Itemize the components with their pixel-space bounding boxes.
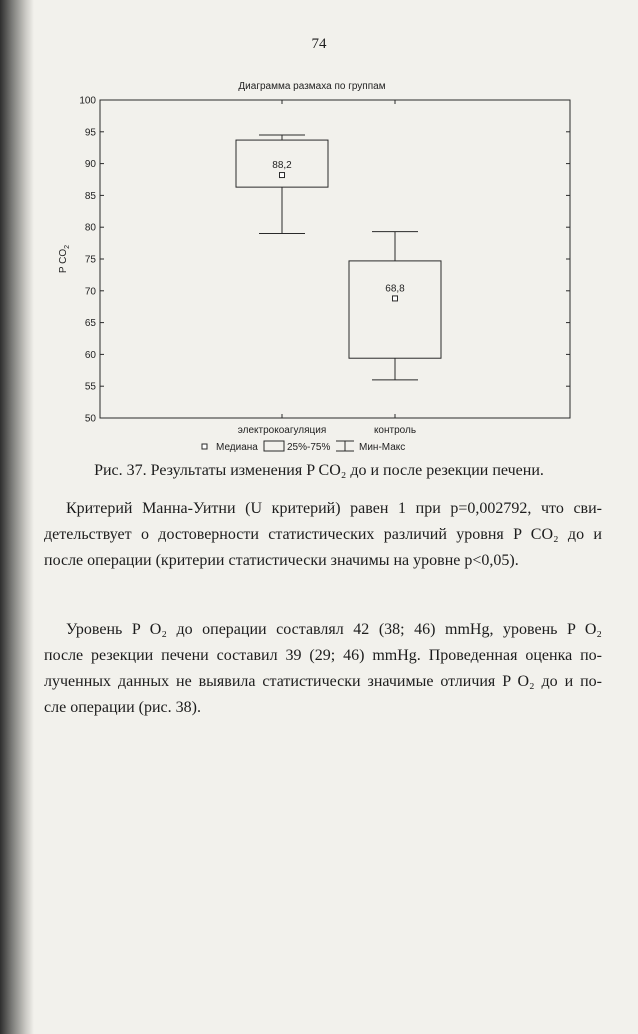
paragraph-line: Уровень P O₂ до операции составлял 42 (38; 46) mmHg, уровень P O₂ — [66, 621, 602, 638]
box-plot-figure — [40, 76, 600, 461]
page-number: 74 — [311, 36, 327, 52]
y-tick-label: 95 — [84, 127, 96, 139]
median-marker — [280, 173, 285, 178]
legend — [202, 441, 405, 453]
y-tick-label: 80 — [84, 222, 96, 234]
y-axis-label — [58, 245, 71, 273]
figure-caption: Рис. 37. Результаты изменения P CO₂ до и после резекции печени. — [94, 462, 544, 479]
y-axis-ticks — [79, 96, 570, 425]
y-tick-label: 60 — [84, 349, 96, 361]
paragraph-line: после операции (критерии статистически значимы на уровне p<0,05). — [44, 552, 519, 569]
y-tick-label: 65 — [84, 318, 96, 330]
boxes-group — [236, 135, 441, 380]
legend-median-marker — [202, 444, 207, 449]
paragraph-line: после резекции печени составил 39 (29; 46) mmHg. Проведенная оценка по- — [44, 647, 602, 664]
x-tick-label: контроль — [373, 425, 417, 436]
chart-title: Диаграмма размаха по группам — [238, 81, 386, 92]
median-marker — [393, 296, 398, 301]
y-tick-label: 75 — [84, 254, 96, 266]
paragraph-line: сле операции (рис. 38). — [44, 699, 201, 716]
plot-frame — [100, 100, 570, 418]
binding-shadow — [0, 0, 34, 1034]
legend-box-marker — [264, 441, 284, 451]
box-control — [349, 232, 441, 380]
paragraph-po2-level — [44, 617, 602, 721]
box-electrocoagulation — [236, 135, 328, 234]
paragraph-mann-whitney — [44, 496, 602, 574]
y-axis-label-subscript: 2 — [64, 244, 71, 249]
y-tick-label: 55 — [84, 381, 96, 393]
plot-area-border — [100, 100, 570, 418]
y-axis-label-group — [58, 245, 71, 273]
x-tick-label: электрокоагуляция — [237, 425, 327, 436]
paragraph-line: лученных данных не выявила статистически значимые отличия P O₂ до и по- — [44, 673, 602, 690]
median-label: 68,8 — [385, 283, 405, 295]
box-iqr — [349, 261, 441, 358]
legend-label-iqr: 25%-75% — [287, 442, 331, 453]
median-label: 88,2 — [272, 160, 292, 172]
paragraph-line: Критерий Манна-Уитни (U критерий) равен 1 при p=0,002792, что сви- — [66, 500, 602, 517]
box-plot-chart — [40, 76, 600, 461]
y-tick-label: 70 — [84, 286, 96, 298]
legend-label-median: Медиана — [216, 442, 258, 453]
y-tick-label: 85 — [84, 190, 96, 202]
legend-label-minmax: Мин-Макс — [359, 442, 406, 453]
paragraph-line: детельствует о достоверности статистических различий уровня P CO₂ до и — [44, 526, 602, 543]
x-axis-ticks — [238, 100, 416, 436]
y-axis-label-main: P CO — [58, 248, 69, 274]
y-tick-label: 90 — [84, 159, 96, 171]
y-tick-label: 100 — [79, 95, 96, 107]
y-tick-label: 50 — [84, 413, 96, 425]
